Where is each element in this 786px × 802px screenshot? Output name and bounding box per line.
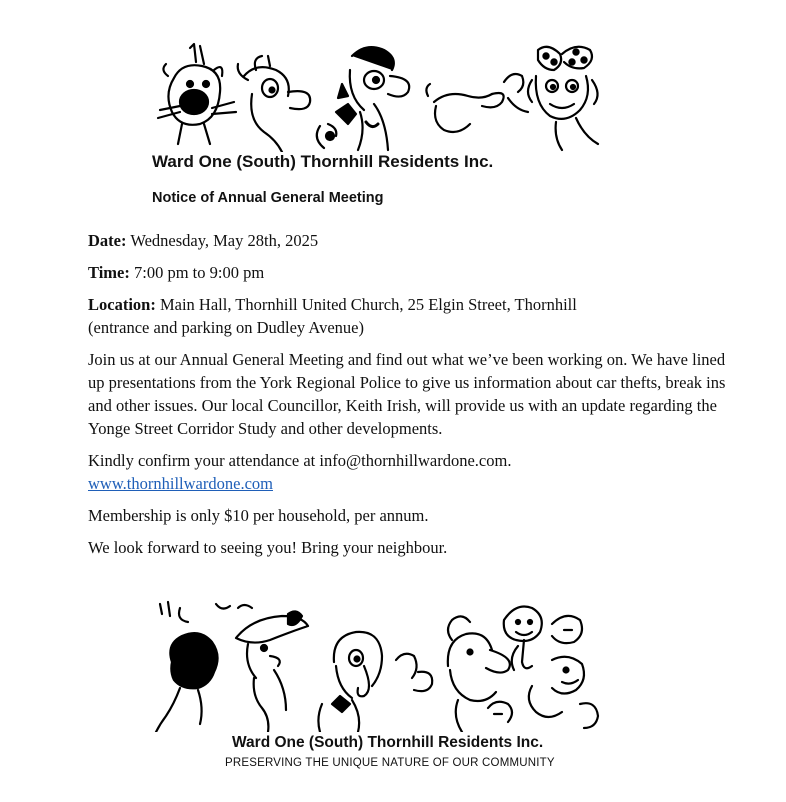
date-line <box>88 229 728 252</box>
membership-paragraph: Membership is only $10 per household, per annum. <box>88 506 429 525</box>
cartoon-dog-figure <box>158 44 236 144</box>
cartoon-characters-illustration-top <box>152 40 604 152</box>
cartoon-hat-figure <box>216 604 308 732</box>
location-line <box>88 293 728 339</box>
rsvp-text: Kindly confirm your attendance at info@thornhillwardone.com. <box>88 451 512 470</box>
cartoon-pointing-figure <box>426 74 528 132</box>
closing-paragraph: We look forward to seeing you! Bring your neighbour. <box>88 538 448 557</box>
organization-title: Ward One (South) Thornhill Residents Inc. <box>152 152 494 171</box>
cartoon-faces-cluster <box>488 607 598 729</box>
date-value: Wednesday, May 28th, 2025 <box>130 231 319 250</box>
cartoon-characters-illustration-bottom <box>152 600 602 732</box>
notice-title: Notice of Annual General Meeting <box>152 190 384 206</box>
meeting-details <box>88 229 728 568</box>
website-link[interactable]: www.thornhillwardone.com <box>88 474 273 493</box>
cartoon-bow-figure <box>528 47 598 150</box>
date-label: Date: <box>88 231 127 250</box>
rsvp-paragraph <box>88 449 728 495</box>
time-value: 7:00 pm to 9:00 pm <box>133 263 265 282</box>
location-value: Main Hall, Thornhill United Church, 25 Elgin Street, Thornhill <box>159 295 577 314</box>
cartoon-caricature-figure <box>317 47 409 150</box>
footer-tagline: PRESERVING THE UNIQUE NATURE OF OUR COMMUNITY <box>225 757 555 769</box>
cartoon-bald-figure <box>318 632 432 732</box>
time-label: Time: <box>88 263 130 282</box>
footer-organization-title: Ward One (South) Thornhill Residents Inc. <box>232 734 544 751</box>
location-label: Location: <box>88 295 156 314</box>
cartoon-woman-figure <box>156 602 218 732</box>
cartoon-man-figure <box>238 56 310 152</box>
intro-paragraph: Join us at our Annual General Meeting and find out what we’ve been working on. We have lined up presentations from the York Regional Police to give us information about car thefts, break ins and other issues. Our local Councillor, Keith Irish, will provide us with an update regarding the Yonge Street Corridor Study and other developments. <box>88 350 726 438</box>
location-note: (entrance and parking on Dudley Avenue) <box>88 318 364 337</box>
time-line <box>88 261 728 284</box>
